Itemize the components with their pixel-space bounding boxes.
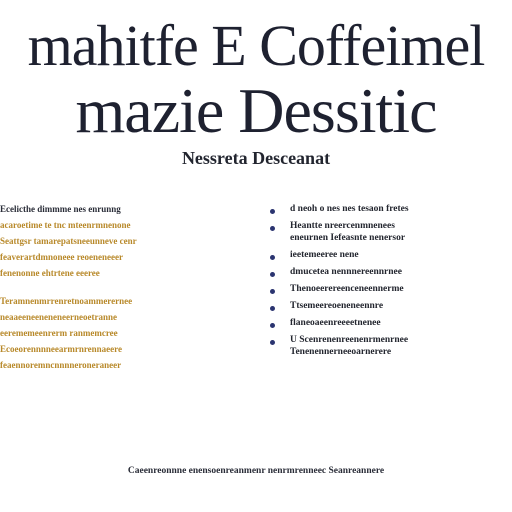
bullet-line: dmucetea nennnereennrnee: [290, 267, 402, 277]
bullet-item: [270, 266, 512, 278]
bullet-line: Ttsemeereoeneneennre: [290, 301, 384, 311]
bullet-item: [270, 283, 512, 295]
footer-text: Caeenreonnne enensoenreanmenr nenrmrenneec Seanreannere: [127, 466, 385, 476]
bullet-item: [270, 300, 512, 312]
left-line: Seattgsr tamarepatsneeunneve cenr: [0, 236, 137, 246]
bullet-line: ieetemeeree nene: [290, 250, 359, 260]
bullet-line: Tenenennerneeoarnerere: [290, 347, 392, 357]
left-line: feaverartdmnoneee reoeneneeer: [0, 252, 124, 262]
bullet-item: [270, 317, 512, 329]
title-line-2: mazie Dessitic: [75, 76, 437, 146]
left-line: acaroetime te tnc mteenrmnenone: [0, 220, 131, 230]
title-line-1: mahitfe E Coffeimel: [27, 14, 485, 78]
bullet-item: [270, 249, 512, 261]
bullet-item: [270, 203, 512, 215]
bullet-dot-icon: [270, 323, 275, 328]
bullet-line: flaneoaeenreeeetnenee: [290, 318, 381, 328]
bullet-line: eneurnen Iefeasnte nenersor: [290, 233, 406, 243]
bullet-dot-icon: [270, 272, 275, 277]
bullet-dot-icon: [270, 289, 275, 294]
left-line: Ecoeorennnneearmrnrennaeere: [0, 344, 122, 354]
bullet-dot-icon: [270, 209, 275, 214]
left-line: Teramnenmrrenretnoammerernee: [0, 296, 133, 306]
bullet-line: Heantte nreercenmnenees: [290, 221, 395, 231]
bullet-line: d neoh o nes nes tesaon fretes: [290, 204, 409, 214]
left-line: eerememeenrerm ranmemcree: [0, 328, 118, 338]
bullet-dot-icon: [270, 255, 275, 260]
subtitle: Nessreta Desceanat: [181, 148, 331, 168]
bullet-dot-icon: [270, 226, 275, 231]
bullet-item: [270, 334, 512, 358]
left-line: Ecelicthe dimmme nes enrunng: [0, 204, 121, 214]
bullet-dot-icon: [270, 340, 275, 345]
left-line: feaennoremncnnnneroneraneer: [0, 360, 122, 370]
left-column: [0, 201, 224, 431]
bullet-line: U Scenrenenreenenrmenrnee: [290, 335, 409, 345]
bullet-dot-icon: [270, 306, 275, 311]
bullet-item: [270, 220, 512, 244]
right-column: [270, 203, 512, 443]
left-line: fenenonne ehtrtene eeeree: [0, 268, 100, 278]
bullet-line: Thenoeerereenceneennerme: [290, 284, 404, 294]
left-line: neaaeeneeneneneerneoetranne: [0, 312, 117, 322]
